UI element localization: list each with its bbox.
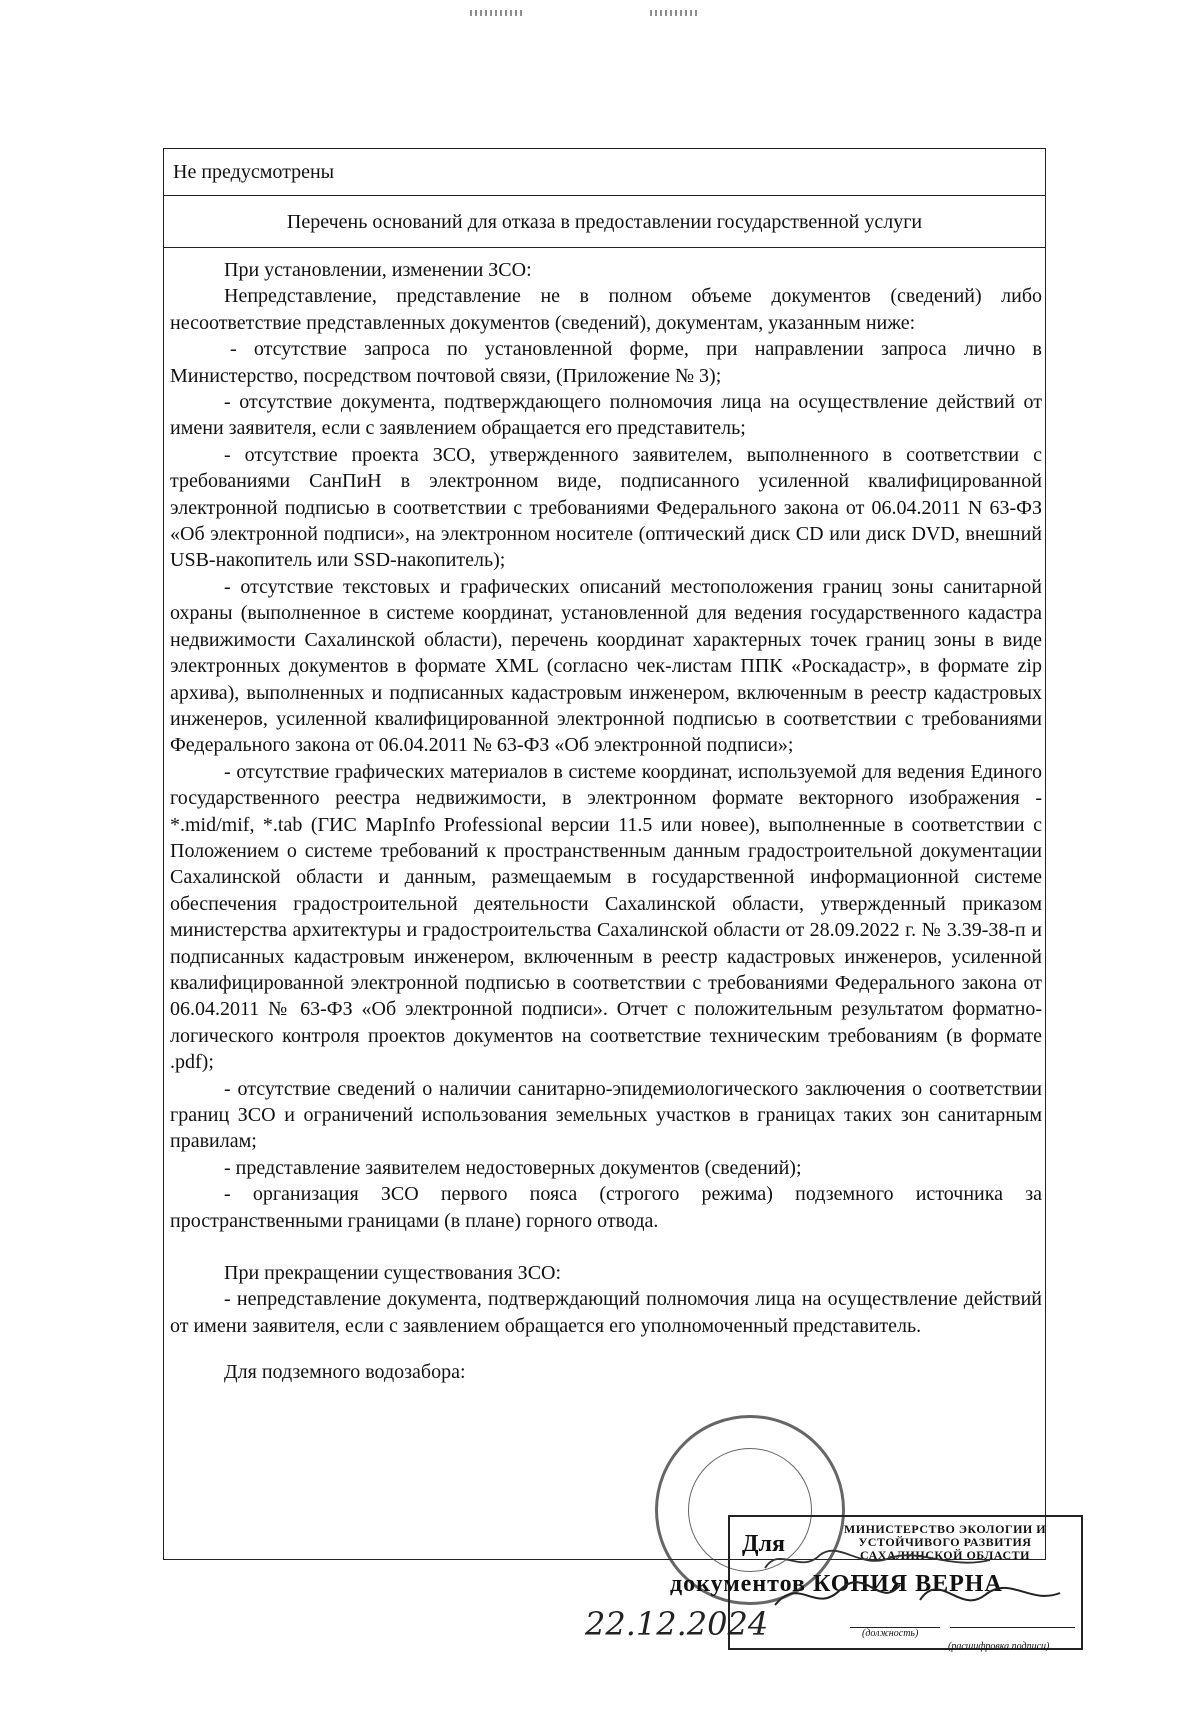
stamp-copy-text: документов КОПИЯ ВЕРНА — [670, 1571, 1003, 1597]
list-item: - организация ЗСО первого пояса (строгого режима) подземного источника за пространственными границами (в плане) горного отвода. — [170, 1183, 1042, 1232]
scan-artifact-left — [470, 10, 525, 16]
stamp-ministry: МИНИСТЕРСТВО ЭКОЛОГИИ И УСТОЙЧИВОГО РАЗВИТИЯ САХАЛИНСКОЙ ОБЛАСТИ — [843, 1522, 1047, 1562]
stamp-line-signature — [950, 1627, 1075, 1628]
list-item: - отсутствие текстовых и графических описаний местоположения границ зоны санитарной охраны (выполненное в системе координат, установленной для ведения государственного кадастра недвижимости Сахалинской области), перечень координат характерных точек границ зоны в виде электронных документов в формате XML (согласно чек-листам ППК «Роскадастр», в формате zip архива), выполненных и подписанных кадастровым инженером, включенным в реестр кадастровых инженеров, усиленной квалифицированной электронной подписью в соответствии с требованиями Федерального закона от 06.04.2011 № 63-ФЗ «Об электронной подписи»; — [170, 575, 1042, 757]
stamp-label-position: (должность) — [862, 1628, 919, 1639]
list-item: - отсутствие графических материалов в системе координат, используемой для ведения Единого государственного реестра недвижимости, в электронном формате векторного изображения - *.mid/mif, *.tab (ГИС MapInfo Professional версии 11.5 или новее), выполненные в соответствии с Положением о системе требований к пространственным данным градостроительной документации Сахалинской области и данным, размещаемым в государственной информационной системе обеспечения градостроительной деятельности Сахалинской области, утвержденный приказом министерства архитектуры и градостроительства Сахалинской области от 28.09.2022 г. № 3.39-38-п и подписанных кадастровым инженером, включенным в реестр кадастровых инженеров, усиленной квалифицированной электронной подписью в соответствии с требованиями Федерального закона от 06.04.2011 № 63-ФЗ «Об электронной подписи». Отчет с положительным результатом форматно-логического контроля проектов документов на соответствие техническим требованиям (в формате .pdf); — [170, 760, 1042, 1074]
list-item: - отсутствие проекта ЗСО, утвержденного заявителем, выполненного в соответствии с требованиями СанПиН в электронном виде, подписанного усиленной квалифицированной электронной подписью в соответствии с требованиями Федерального закона от 06.04.2011 N 63-ФЗ «Об электронной подписи», на электронном носителе (оптический диск CD или диск DVD, внешний USB-накопитель или SSD-накопитель); — [170, 443, 1042, 572]
stamp-word: Для — [742, 1531, 785, 1557]
table-row-header: Перечень оснований для отказа в предоставлении государственной услуги — [164, 196, 1045, 248]
handwritten-date: 22.12.2024 — [585, 1605, 769, 1643]
list-item: - отсутствие сведений о наличии санитарно-эпидемиологического заключения о соответствии границ ЗСО и ограничений использования земельных участков в границах таких зон санитарным правилам; — [170, 1077, 1042, 1153]
stamp-label-signature: (расшифровка подписи) — [948, 1641, 1050, 1652]
list-item: - непредставление документа, подтверждающий полномочия лица на осуществление действий от имени заявителя, если с заявлением обращается его уполномоченный представитель. — [170, 1288, 1042, 1337]
refusal-grounds-content — [170, 257, 1042, 1386]
list-item: - представление заявителем недостоверных документов (сведений); — [224, 1156, 802, 1179]
paragraph: Непредставление, представление не в полном объеме документов (сведений) либо несоответствие представленных документов (сведений), документам, указанным ниже: — [170, 285, 1042, 334]
top-row-text: Не предусмотрены — [173, 161, 335, 183]
paragraph-last: Для подземного водозабора: — [224, 1361, 466, 1384]
paragraph: При прекращении существования ЗСО: — [224, 1262, 562, 1285]
handwritten-initials — [760, 1540, 1060, 1580]
paragraph: При установлении, изменении ЗСО: — [224, 259, 532, 281]
list-item: - отсутствие запроса по установленной форме, при направлении запроса лично в Министерство, посредством почтовой связи, (Приложение № 3); — [170, 338, 1042, 387]
table-row-top — [164, 149, 1045, 196]
scan-artifact-right — [650, 10, 700, 16]
list-item: - отсутствие документа, подтверждающего полномочия лица на осуществление действий от имени заявителя, если с заявлением обращается его представитель; — [170, 391, 1042, 440]
document-table — [163, 148, 1046, 1560]
